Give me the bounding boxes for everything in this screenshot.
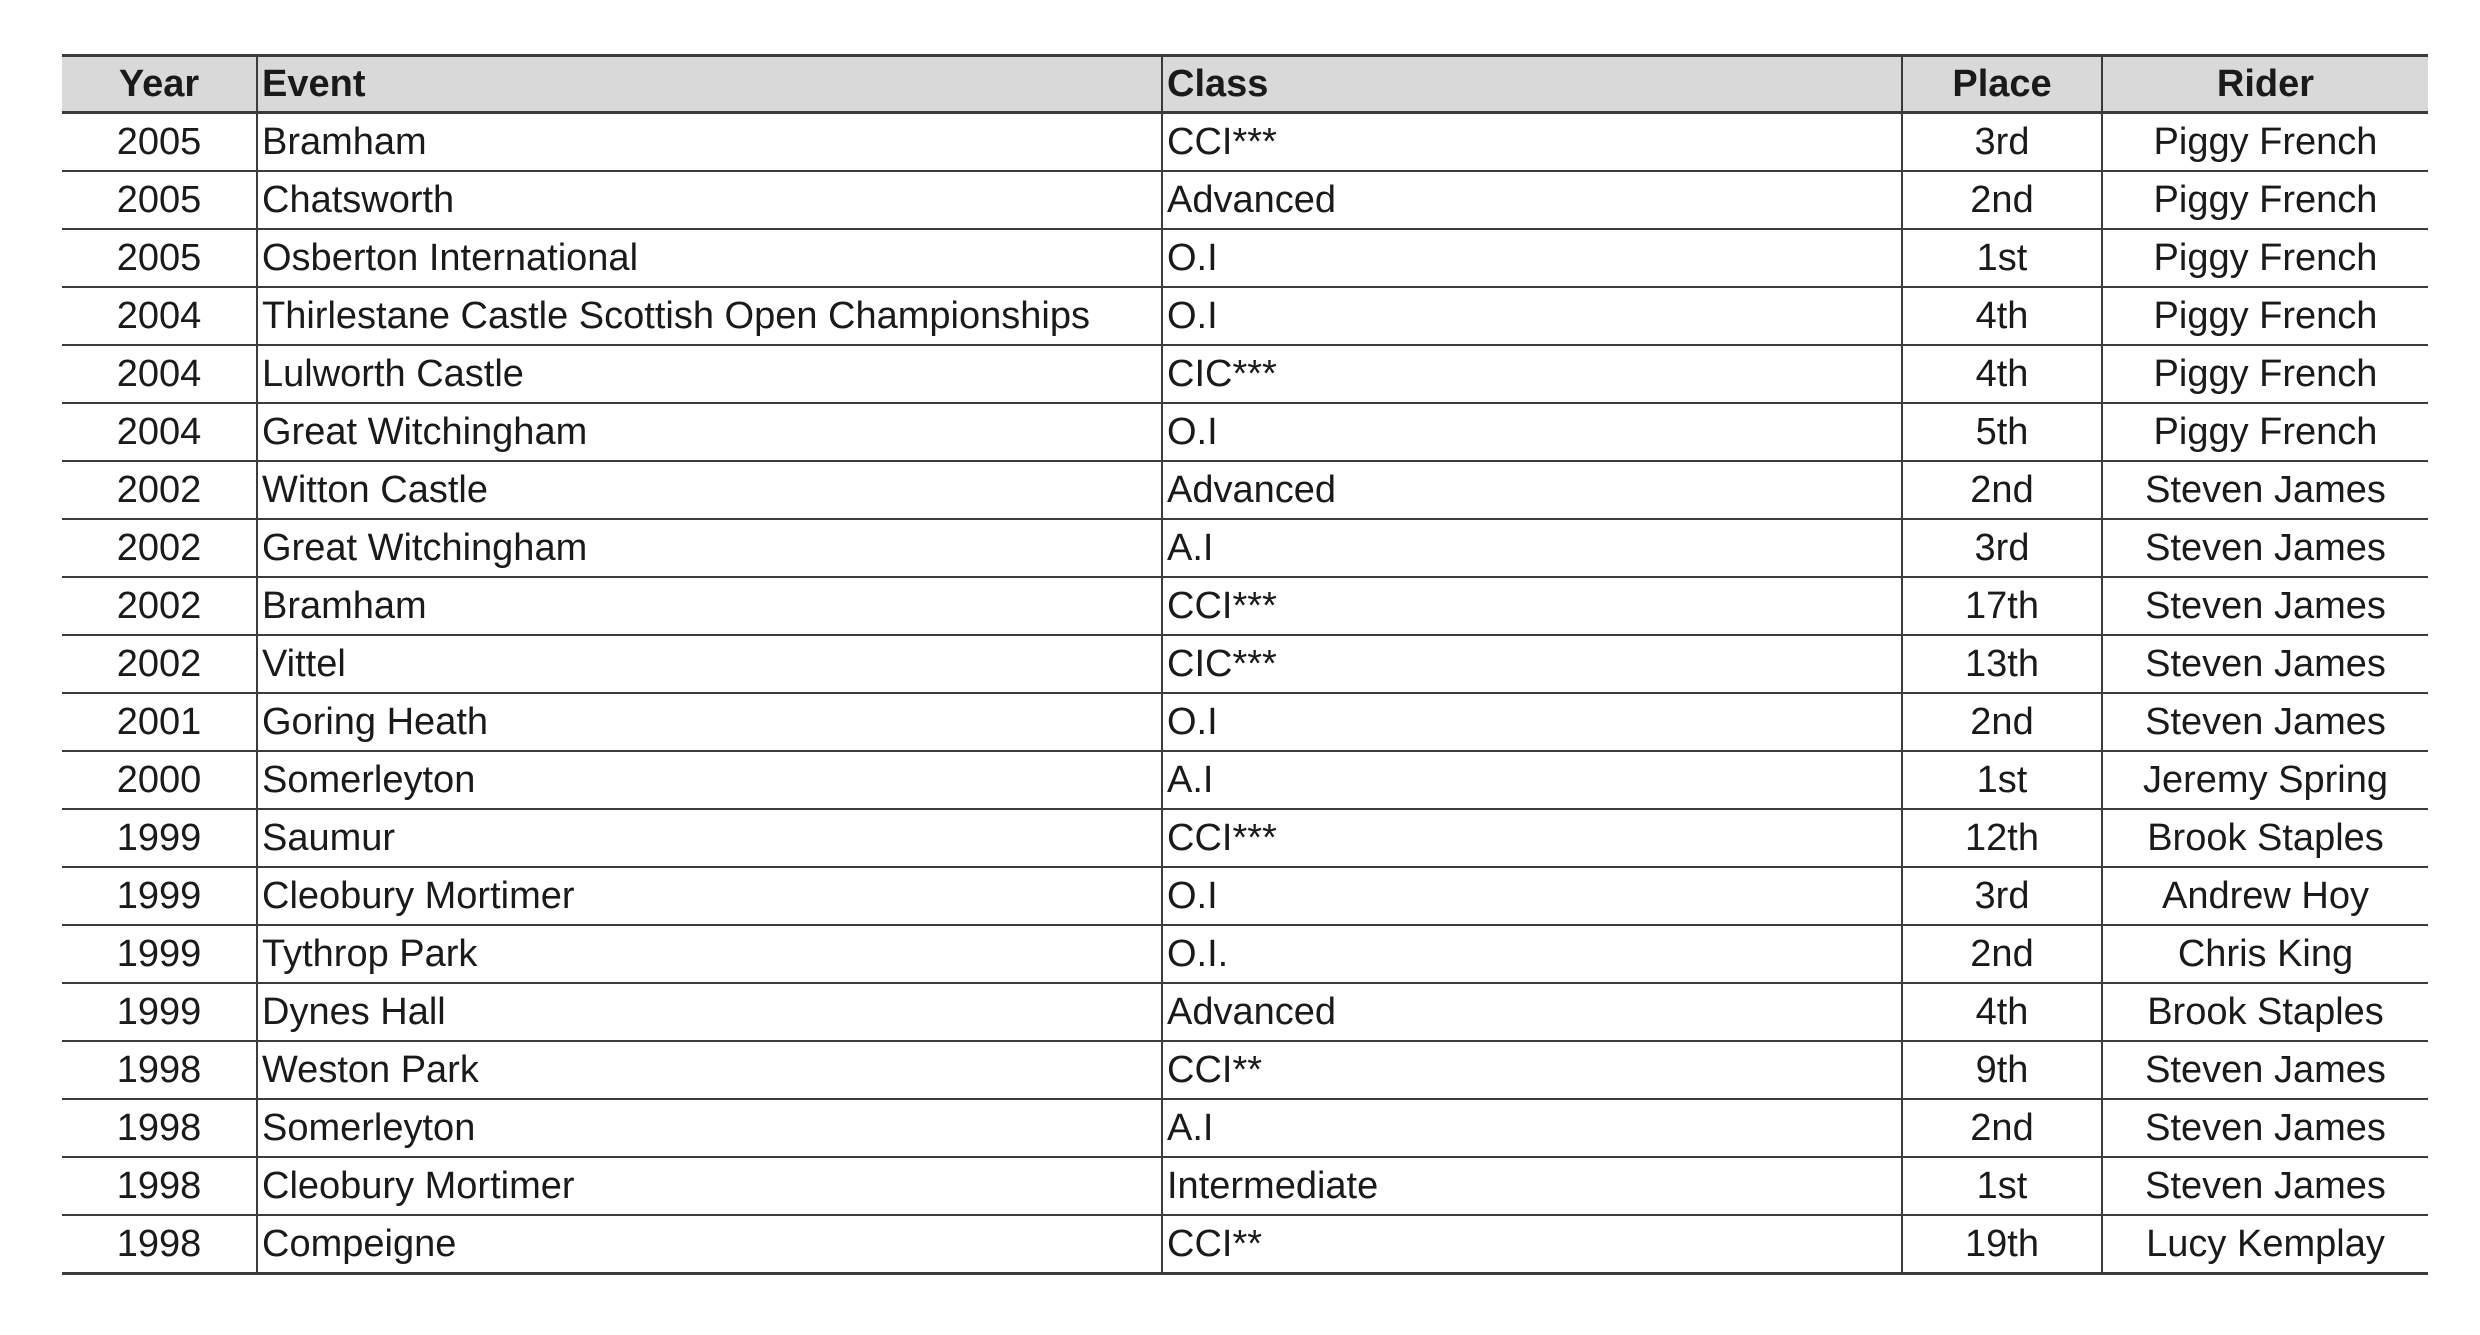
cell-event: Great Witchingham [257, 403, 1162, 461]
cell-rider: Jeremy Spring [2102, 751, 2428, 809]
table-row [62, 519, 2428, 577]
cell-event: Lulworth Castle [257, 345, 1162, 403]
header-class: Class [1162, 56, 1902, 113]
cell-rider: Brook Staples [2102, 809, 2428, 867]
cell-rider: Steven James [2102, 461, 2428, 519]
cell-rider: Chris King [2102, 925, 2428, 983]
cell-rider: Piggy French [2102, 403, 2428, 461]
table-row [62, 867, 2428, 925]
cell-place: 4th [1902, 983, 2102, 1041]
cell-place: 3rd [1902, 113, 2102, 172]
cell-class: CCI*** [1162, 809, 1902, 867]
cell-event: Dynes Hall [257, 983, 1162, 1041]
cell-rider: Steven James [2102, 1099, 2428, 1157]
cell-class: CCI** [1162, 1041, 1902, 1099]
cell-class: O.I [1162, 287, 1902, 345]
cell-class: Advanced [1162, 983, 1902, 1041]
cell-event: Bramham [257, 577, 1162, 635]
table-row [62, 983, 2428, 1041]
cell-place: 2nd [1902, 925, 2102, 983]
cell-rider: Piggy French [2102, 113, 2428, 172]
table-row [62, 751, 2428, 809]
table-row [62, 1041, 2428, 1099]
cell-event: Great Witchingham [257, 519, 1162, 577]
cell-rider: Andrew Hoy [2102, 867, 2428, 925]
header-event: Event [257, 56, 1162, 113]
table-row [62, 1099, 2428, 1157]
cell-place: 19th [1902, 1215, 2102, 1274]
table-row [62, 287, 2428, 345]
cell-year: 2004 [62, 287, 257, 345]
cell-place: 17th [1902, 577, 2102, 635]
cell-year: 2004 [62, 345, 257, 403]
cell-class: O.I [1162, 867, 1902, 925]
cell-rider: Steven James [2102, 635, 2428, 693]
cell-rider: Steven James [2102, 1157, 2428, 1215]
cell-year: 2005 [62, 171, 257, 229]
cell-rider: Piggy French [2102, 171, 2428, 229]
cell-place: 4th [1902, 287, 2102, 345]
table-row [62, 635, 2428, 693]
table-row [62, 229, 2428, 287]
cell-year: 1998 [62, 1041, 257, 1099]
table-row [62, 345, 2428, 403]
cell-rider: Piggy French [2102, 345, 2428, 403]
cell-event: Weston Park [257, 1041, 1162, 1099]
cell-year: 1998 [62, 1099, 257, 1157]
cell-place: 4th [1902, 345, 2102, 403]
cell-event: Saumur [257, 809, 1162, 867]
cell-year: 2002 [62, 519, 257, 577]
cell-rider: Steven James [2102, 519, 2428, 577]
cell-class: O.I [1162, 229, 1902, 287]
cell-event: Compeigne [257, 1215, 1162, 1274]
table-row [62, 925, 2428, 983]
table-row [62, 693, 2428, 751]
cell-place: 1st [1902, 229, 2102, 287]
cell-rider: Steven James [2102, 693, 2428, 751]
cell-class: CCI*** [1162, 577, 1902, 635]
cell-year: 1999 [62, 925, 257, 983]
cell-event: Somerleyton [257, 1099, 1162, 1157]
header-year: Year [62, 56, 257, 113]
cell-event: Cleobury Mortimer [257, 1157, 1162, 1215]
cell-year: 2005 [62, 113, 257, 172]
table-row [62, 461, 2428, 519]
cell-event: Witton Castle [257, 461, 1162, 519]
table-row [62, 403, 2428, 461]
results-table [62, 54, 2428, 1275]
cell-place: 3rd [1902, 867, 2102, 925]
cell-class: A.I [1162, 1099, 1902, 1157]
cell-class: A.I [1162, 751, 1902, 809]
cell-year: 2004 [62, 403, 257, 461]
cell-place: 2nd [1902, 1099, 2102, 1157]
cell-rider: Lucy Kemplay [2102, 1215, 2428, 1274]
table-row [62, 171, 2428, 229]
cell-place: 2nd [1902, 171, 2102, 229]
cell-place: 5th [1902, 403, 2102, 461]
cell-class: Advanced [1162, 171, 1902, 229]
cell-place: 13th [1902, 635, 2102, 693]
cell-event: Cleobury Mortimer [257, 867, 1162, 925]
cell-class: CCI*** [1162, 113, 1902, 172]
cell-event: Vittel [257, 635, 1162, 693]
cell-year: 2002 [62, 461, 257, 519]
table-row [62, 809, 2428, 867]
header-row [62, 56, 2428, 113]
cell-year: 2005 [62, 229, 257, 287]
cell-rider: Steven James [2102, 577, 2428, 635]
cell-event: Somerleyton [257, 751, 1162, 809]
cell-year: 2002 [62, 635, 257, 693]
cell-class: CCI** [1162, 1215, 1902, 1274]
header-rider: Rider [2102, 56, 2428, 113]
cell-event: Osberton International [257, 229, 1162, 287]
table-row [62, 1215, 2428, 1274]
cell-event: Thirlestane Castle Scottish Open Championships [257, 287, 1162, 345]
cell-class: O.I [1162, 693, 1902, 751]
cell-rider: Steven James [2102, 1041, 2428, 1099]
cell-event: Bramham [257, 113, 1162, 172]
cell-year: 1999 [62, 809, 257, 867]
results-sheet [62, 54, 2428, 1275]
cell-place: 1st [1902, 751, 2102, 809]
results-body [62, 113, 2428, 1274]
cell-event: Chatsworth [257, 171, 1162, 229]
cell-class: O.I. [1162, 925, 1902, 983]
cell-class: O.I [1162, 403, 1902, 461]
cell-year: 1999 [62, 983, 257, 1041]
cell-class: Advanced [1162, 461, 1902, 519]
cell-class: CIC*** [1162, 345, 1902, 403]
cell-rider: Brook Staples [2102, 983, 2428, 1041]
table-row [62, 577, 2428, 635]
table-row [62, 113, 2428, 172]
cell-class: Intermediate [1162, 1157, 1902, 1215]
cell-class: CIC*** [1162, 635, 1902, 693]
cell-class: A.I [1162, 519, 1902, 577]
cell-place: 2nd [1902, 461, 2102, 519]
table-row [62, 1157, 2428, 1215]
cell-rider: Piggy French [2102, 287, 2428, 345]
cell-event: Tythrop Park [257, 925, 1162, 983]
cell-year: 1998 [62, 1157, 257, 1215]
cell-place: 3rd [1902, 519, 2102, 577]
header-place: Place [1902, 56, 2102, 113]
cell-event: Goring Heath [257, 693, 1162, 751]
cell-year: 2002 [62, 577, 257, 635]
cell-year: 1999 [62, 867, 257, 925]
cell-rider: Piggy French [2102, 229, 2428, 287]
cell-place: 1st [1902, 1157, 2102, 1215]
cell-year: 1998 [62, 1215, 257, 1274]
cell-place: 2nd [1902, 693, 2102, 751]
cell-place: 12th [1902, 809, 2102, 867]
cell-place: 9th [1902, 1041, 2102, 1099]
cell-year: 2001 [62, 693, 257, 751]
cell-year: 2000 [62, 751, 257, 809]
